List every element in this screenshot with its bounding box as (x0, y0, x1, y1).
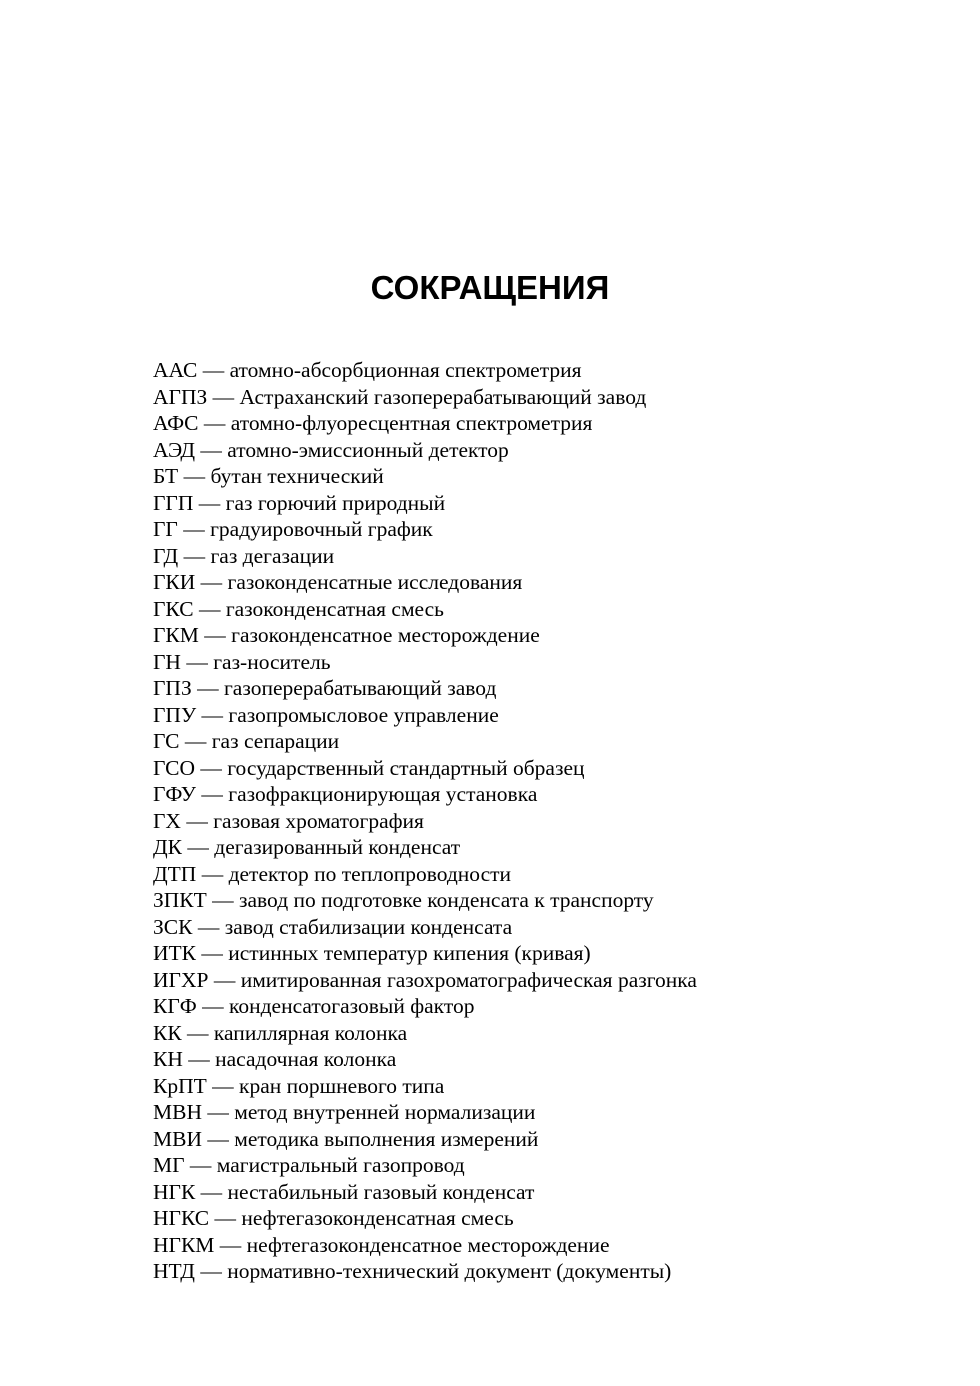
abbreviation-entry: ГПЗ — газоперерабатывающий завод (153, 676, 497, 700)
abbreviation-entry: ГКИ — газоконденсатные исследования (153, 570, 523, 594)
abbreviation-entry: ЗПКТ — завод по подготовке конденсата к транспорту (153, 888, 654, 912)
abbreviation-entry: ГКС — газоконденсатная смесь (153, 596, 444, 621)
abbreviation-entry: АЭД — атомно-эмиссионный детектор (153, 437, 509, 462)
abbreviation-entry: ДТП — детектор по теплопроводности (153, 861, 512, 886)
abbreviation-entry: ГС — газ сепарации (153, 729, 340, 753)
abbreviation-entry: ИГХР — имитированная газохроматографическая разгонка (153, 967, 697, 992)
abbreviation-entry: КГФ — конденсатогазовый фактор (153, 994, 475, 1018)
abbreviation-entry: АГПЗ — Астраханский газоперерабатывающий завод (153, 384, 647, 409)
abbreviation-entry: НГКС — нефтегазоконденсатная смесь (153, 1206, 514, 1230)
abbreviation-entry: ГН — газ-носитель (153, 649, 331, 674)
abbreviation-entry: ГГП — газ горючий природный (153, 490, 446, 515)
abbreviation-entry: КК — капиллярная колонка (153, 1020, 408, 1045)
abbreviation-entry: ГПУ — газопромысловое управление (153, 702, 499, 727)
abbreviation-entry: ГГ — градуировочный график (153, 517, 433, 541)
abbreviation-entry: ГСО — государственный стандартный образец (153, 755, 585, 780)
abbreviation-entry: АФС — атомно-флуоресцентная спектрометрия (153, 411, 593, 435)
abbreviation-entry: НТД — нормативно-технический документ (документы) (153, 1259, 672, 1283)
abbreviation-entry: МВН — метод внутренней нормализации (153, 1100, 536, 1124)
abbreviations-list (153, 357, 953, 1285)
abbreviation-entry: НГК — нестабильный газовый конденсат (153, 1179, 535, 1204)
page-title: СОКРАЩЕНИЯ (370, 269, 610, 306)
abbreviation-entry: ГФУ — газофракционирующая установка (153, 782, 538, 806)
abbreviation-entry: ГД — газ дегазации (153, 543, 335, 568)
abbreviation-entry: КН — насадочная колонка (153, 1047, 397, 1071)
abbreviation-entry: МГ — магистральный газопровод (153, 1153, 465, 1177)
abbreviation-entry: НГКМ — нефтегазоконденсатное месторождение (153, 1232, 610, 1257)
abbreviation-entry: ААС — атомно-абсорбционная спектрометрия (153, 358, 582, 382)
abbreviation-entry: ЗСК — завод стабилизации конденсата (153, 914, 513, 939)
abbreviation-entry: ГХ — газовая хроматография (153, 808, 424, 833)
abbreviation-entry: ГКМ — газоконденсатное месторождение (153, 623, 540, 647)
abbreviation-entry: КрПТ — кран поршневого типа (153, 1073, 445, 1098)
abbreviation-entry: БТ — бутан технический (153, 464, 384, 488)
abbreviation-entry: МВИ — методика выполнения измерений (153, 1126, 539, 1151)
abbreviation-entry: ИТК — истинных температур кипения (кривая) (153, 941, 591, 965)
abbreviation-entry: ДК — дегазированный конденсат (153, 835, 461, 859)
